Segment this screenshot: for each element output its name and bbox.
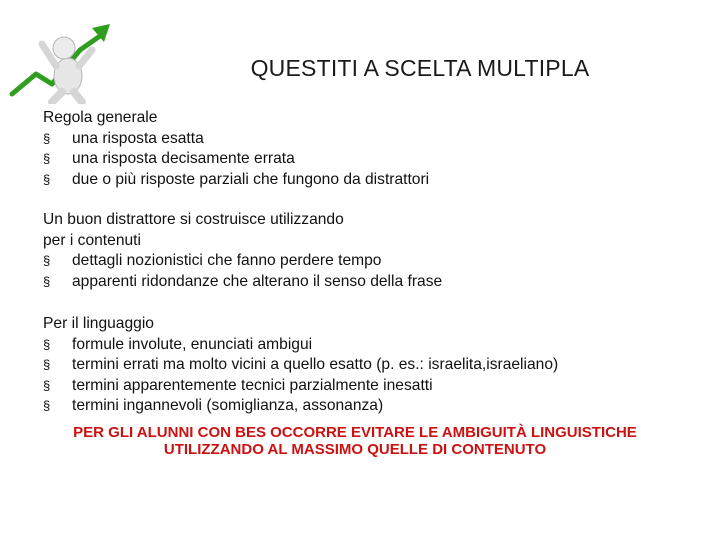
general-rule-heading: Regola generale (43, 109, 158, 126)
list-item-text: una risposta esatta (72, 129, 204, 147)
list-item-text: termini ingannevoli (somiglianza, assonanza) (72, 397, 384, 414)
warning-line: PER GLI ALUNNI CON BES OCCORRE EVITARE LE AMBIGUITÀ LINGUISTICHE (73, 424, 637, 441)
list-item-text: una risposta decisamente errata (72, 150, 295, 167)
list-item (43, 251, 693, 272)
slide-title: QUESTITI A SCELTA MULTIPLA (250, 55, 590, 81)
bullet-icon: § (43, 377, 51, 393)
slide-body (43, 108, 693, 417)
list-item-text: apparenti ridondanze che alterano il senso della frase (72, 272, 443, 290)
bullet-icon: § (43, 151, 51, 166)
list-item (43, 272, 693, 293)
bullet-icon: § (43, 336, 51, 352)
figure-with-rising-arrow-icon (8, 14, 116, 104)
bullet-icon: § (43, 273, 51, 289)
list-item (43, 396, 693, 417)
list-item (43, 170, 693, 191)
bullet-icon: § (43, 130, 51, 146)
list-item-text: dettagli nozionistici che fanno perdere tempo (72, 252, 382, 269)
language-heading: Per il linguaggio (43, 315, 154, 332)
distractor-intro-line: Un buon distrattore si costruisce utilizzando (43, 211, 344, 228)
bullet-icon: § (43, 357, 51, 372)
list-item-text: termini apparentemente tecnici parzialmente inesatti (72, 376, 433, 394)
list-item-text: due o più risposte parziali che fungono da distrattori (72, 170, 430, 188)
list-item (43, 376, 693, 397)
list-item (43, 335, 693, 356)
list-item (43, 129, 693, 150)
bullet-icon: § (43, 253, 51, 268)
bullet-icon: § (43, 171, 51, 187)
list-item (43, 149, 693, 170)
bullet-icon: § (43, 398, 51, 413)
bes-warning (0, 424, 710, 458)
list-item (43, 355, 693, 376)
list-item-text: formule involute, enunciati ambigui (72, 335, 313, 353)
content-heading: per i contenuti (43, 231, 141, 249)
warning-line: UTILIZZANDO AL MASSIMO QUELLE DI CONTENUTO (163, 441, 547, 458)
list-item-text: termini errati ma molto vicini a quello esatto (p. es.: israelita,israeliano) (72, 356, 559, 373)
